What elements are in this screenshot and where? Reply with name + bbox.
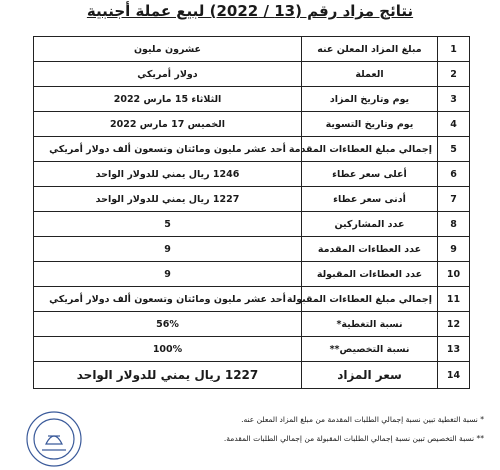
row-label: سعر المزاد <box>302 362 438 389</box>
row-value: 56% <box>34 312 302 337</box>
row-value: الثلاثاء 15 مارس 2022 <box>34 87 302 112</box>
row-number: 6 <box>438 162 470 187</box>
row-number: 9 <box>438 237 470 262</box>
row-value: أحد عشر مليون ومائتان وتسعون ألف دولار أمريكي <box>34 137 302 162</box>
row-value: 9 <box>34 262 302 287</box>
row-number: 12 <box>438 312 470 337</box>
row-value: عشرون مليون <box>34 37 302 62</box>
row-label: يوم وتاريخ المزاد <box>302 87 438 112</box>
table-row <box>34 112 470 137</box>
row-label: عدد المشاركين <box>302 212 438 237</box>
row-label: أعلى سعر عطاء <box>302 162 438 187</box>
document-title: نتائج مزاد رقم (13 / 2022) لبيع عملة أجنبية <box>86 2 414 20</box>
footnote-allocation: ** نسبة التخصيص تبين نسبة إجمالي الطلبات المقبولة من إجمالي الطلبات المقدمة. <box>223 434 484 443</box>
table-row <box>34 312 470 337</box>
table-row <box>34 137 470 162</box>
row-number: 10 <box>438 262 470 287</box>
row-number: 8 <box>438 212 470 237</box>
row-label: عدد العطاءات المقبولة <box>302 262 438 287</box>
row-label: نسبة التغطية* <box>302 312 438 337</box>
table-row <box>34 212 470 237</box>
table-row <box>34 337 470 362</box>
row-number: 11 <box>438 287 470 312</box>
footnotes <box>64 410 484 448</box>
row-value: 100% <box>34 337 302 362</box>
table-row <box>34 62 470 87</box>
row-value: 1227 ريال يمني للدولار الواحد <box>34 362 302 389</box>
row-label: أدنى سعر عطاء <box>302 187 438 212</box>
table-row <box>34 162 470 187</box>
row-value: 9 <box>34 237 302 262</box>
row-number: 14 <box>438 362 470 389</box>
table-row <box>34 362 470 389</box>
table-row <box>34 262 470 287</box>
row-number: 3 <box>438 87 470 112</box>
row-value: 1246 ريال يمني للدولار الواحد <box>34 162 302 187</box>
row-label: مبلغ المزاد المعلن عنه <box>302 37 438 62</box>
row-number: 5 <box>438 137 470 162</box>
row-number: 4 <box>438 112 470 137</box>
table-row <box>34 287 470 312</box>
row-label: نسبة التخصيص** <box>302 337 438 362</box>
table-row <box>34 237 470 262</box>
row-label: إجمالي مبلغ العطاءات المقدمة <box>302 137 438 162</box>
row-number: 7 <box>438 187 470 212</box>
table-row <box>34 87 470 112</box>
row-label: عدد العطاءات المقدمة <box>302 237 438 262</box>
table-row <box>34 187 470 212</box>
row-value: الخميس 17 مارس 2022 <box>34 112 302 137</box>
row-number: 1 <box>438 37 470 62</box>
row-value: 1227 ريال يمني للدولار الواحد <box>34 187 302 212</box>
central-bank-seal-icon <box>22 408 86 470</box>
row-value: دولار أمريكي <box>34 62 302 87</box>
row-value: 5 <box>34 212 302 237</box>
row-number: 13 <box>438 337 470 362</box>
row-value: أحد عشر مليون ومائتان وتسعون ألف دولار أمريكي <box>34 287 302 312</box>
table-row <box>34 37 470 62</box>
row-number: 2 <box>438 62 470 87</box>
row-label: إجمالي مبلغ العطاءات المقبولة <box>302 287 438 312</box>
row-label: العملة <box>302 62 438 87</box>
footnote-coverage: * نسبة التغطية تبين نسبة إجمالي الطلبات المقدمة من مبلغ المزاد المعلن عنه. <box>241 415 484 424</box>
auction-results-table <box>33 36 470 389</box>
row-label: يوم وتاريخ التسوية <box>302 112 438 137</box>
